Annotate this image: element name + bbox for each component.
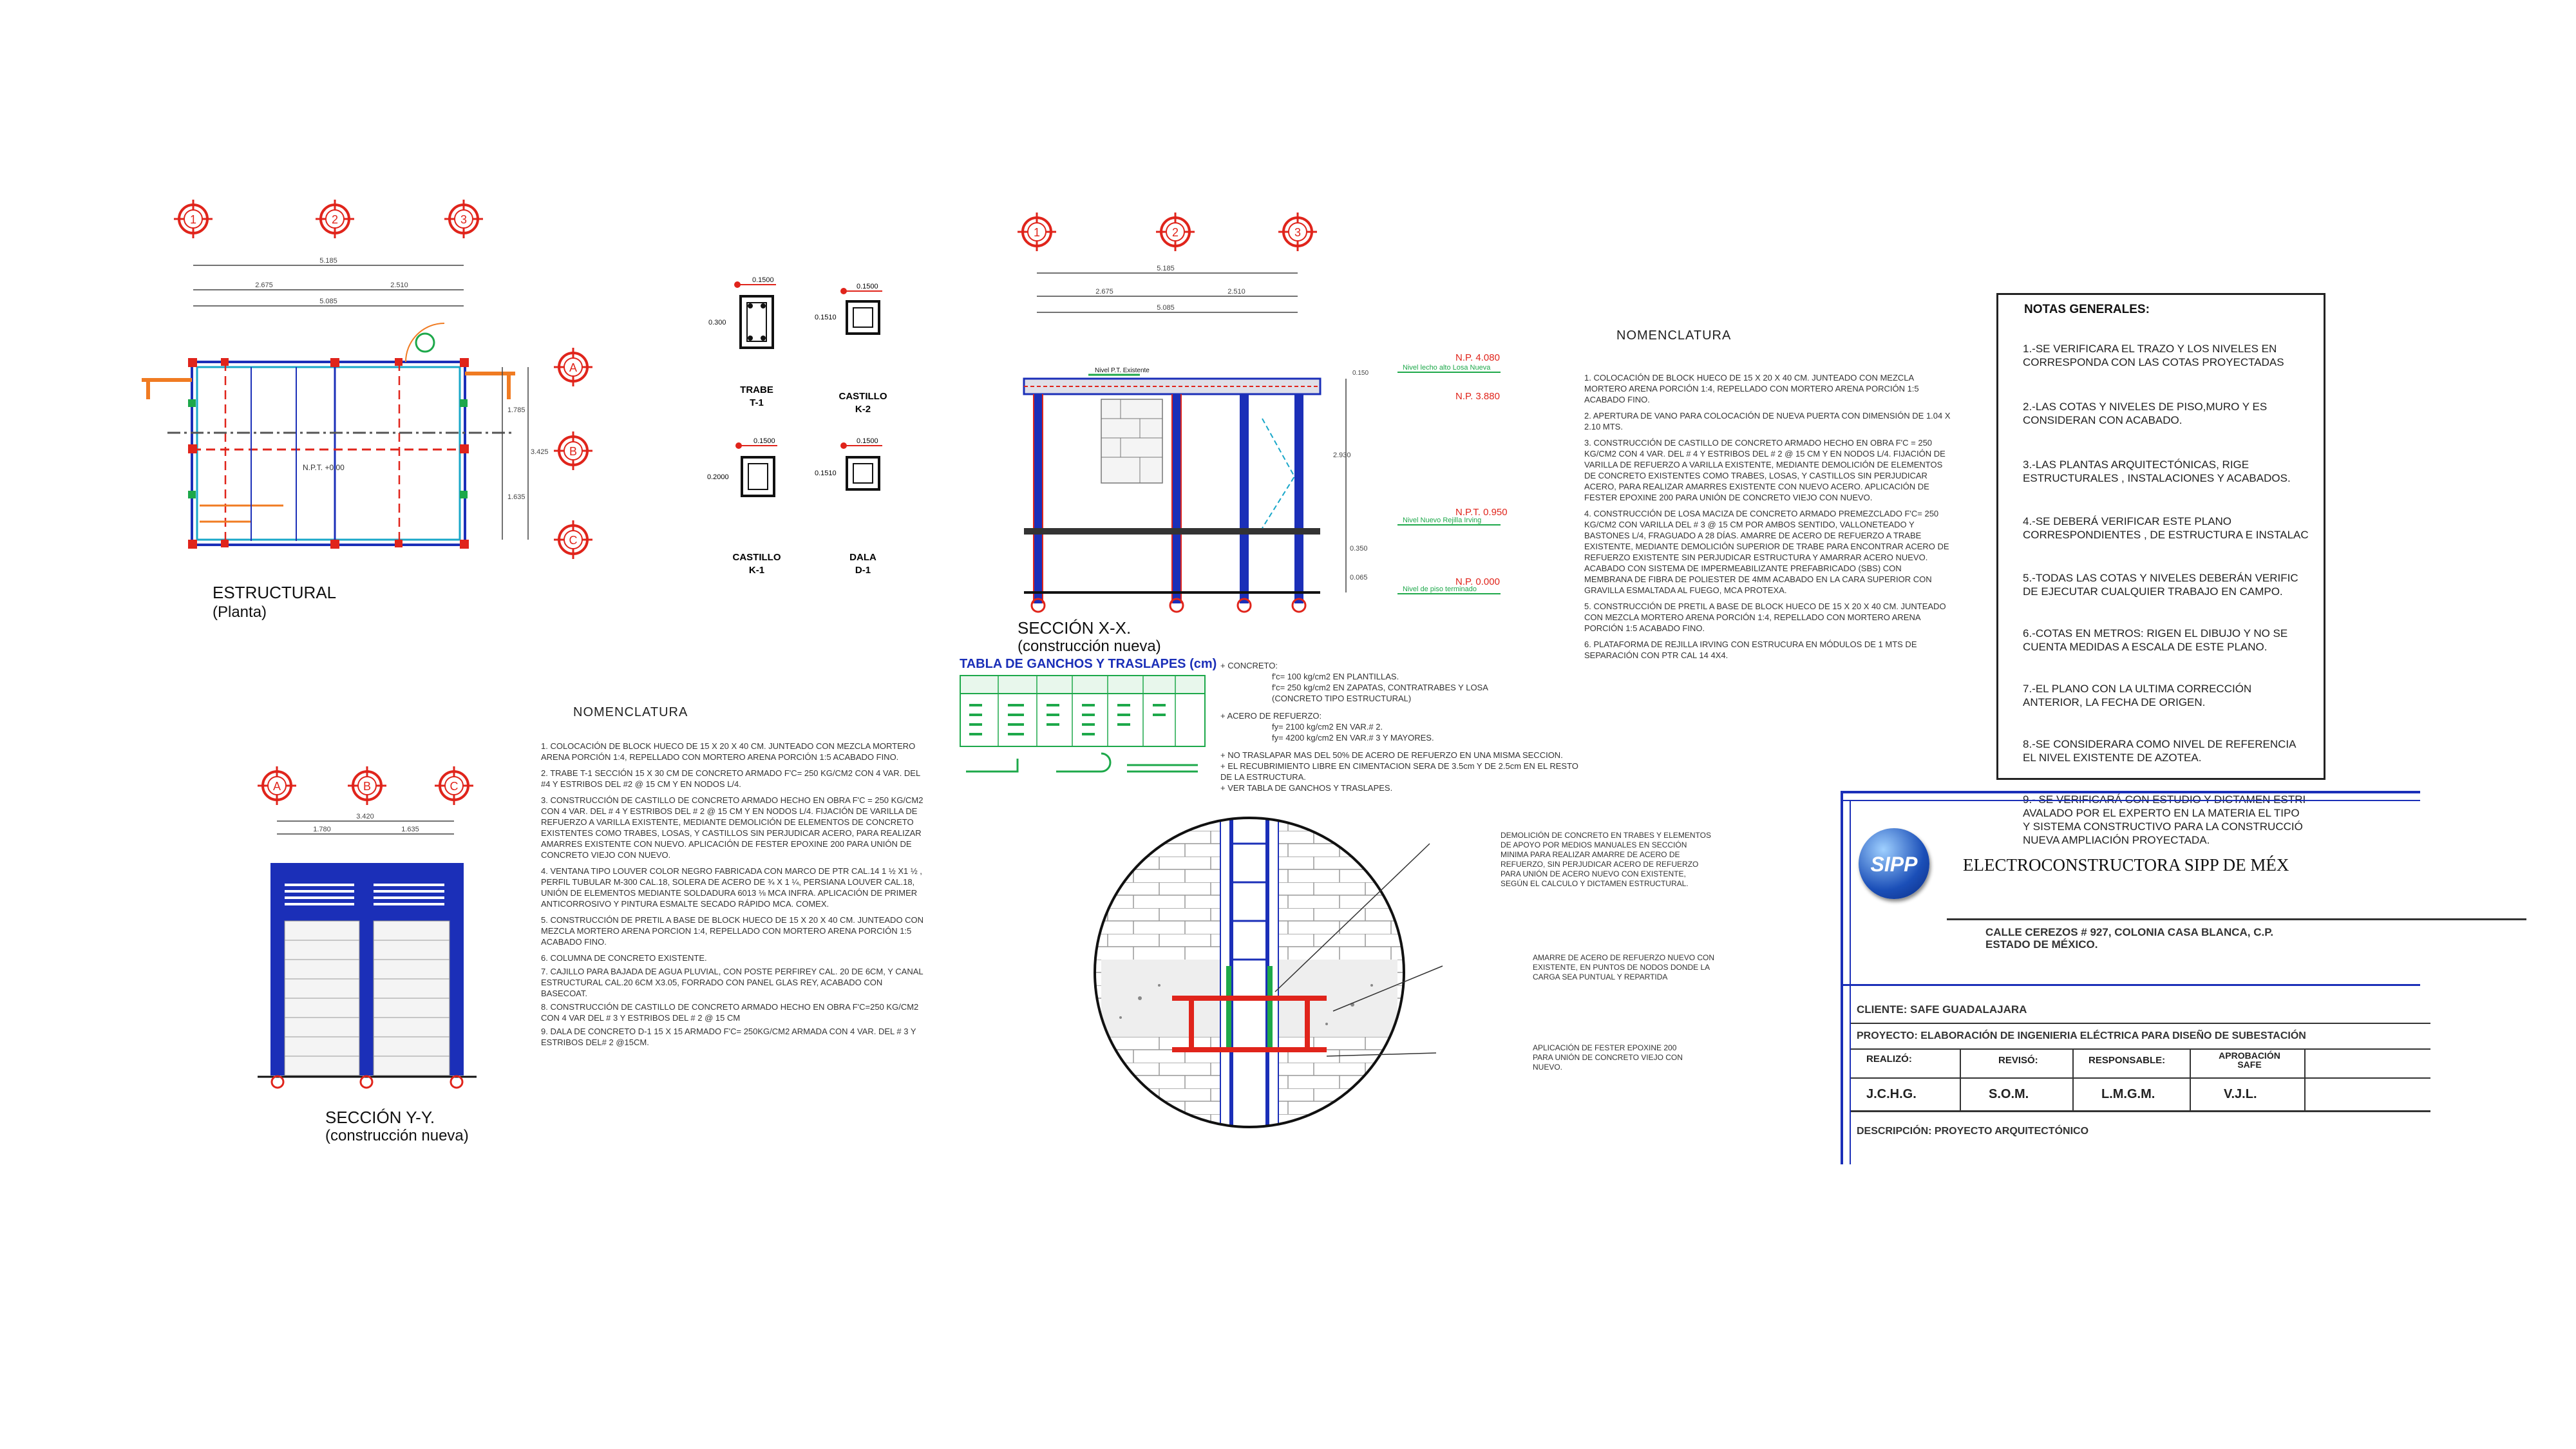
nomenclatura-right-item: 1. COLOCACIÓN DE BLOCK HUECO DE 15 X 20 X 40 CM. JUNTEADO CON MEZCLA MORTERO ARENA PORCIÓN 1:4, REPELLADO CON MORTERO ARENA PORCIÓN 1:5 ACABADO FINO. [1584,373,1919,404]
yy-column-mid [359,863,374,1075]
detail-dala-width: 0.1500 [857,437,878,445]
realizo-value: J.C.H.G. [1866,1087,1917,1101]
plan-columns [188,358,469,549]
ganchos-note: + NO TRASLAPAR MAS DEL 50% DE ACERO DE REFUERZO EN UNA MISMA SECCION. [1220,750,1563,760]
detail-trabe-width: 0.1500 [752,276,774,284]
nota-item: 6.-COTAS EN METROS: RIGEN EL DIBUJO Y NO SE CUENTA MEDIDAS A ESCALA DE ESTE PLANO. [2023,627,2288,653]
section-xx-title: SECCIÓN X-X. [1018,618,1132,638]
nomenclatura-right-list [1584,372,1951,661]
detail-k2-name: CASTILLO [838,391,887,402]
yy-axis-B-label: B [363,780,372,793]
section-yy-drawing [213,760,522,1108]
nomenclatura-right-item: 3. CONSTRUCCIÓN DE CASTILLO DE CONCRETO ARMADO HECHO EN OBRA F'C = 250 KG/CM2 CON 4 VAR. DEL # 4 Y ESTRIBOS DEL # 2 @ 15 CM Y EN NODOS L/4. FIJACIÓN DE VARILLA DE REFUERZO A VARILLA EXISTENTE, MEDIANTE DEMOLICIÓN DE ELEMENTOS DE CONCRETO EXISTENTES COMO TRABES, LOSAS, Y CASTILLOS SIN PERJUDICAR ACERO, PARA REALIZAR AMARRES EXISTENTE CON NUEVO ACERO. APLICACIÓN DE FESTER EPOXINE 200 PARA UNIÓN DE CONCRETO VIEJO CON NUEVO. [1584,438,1946,502]
nota-item: 5.-TODAS LAS COTAS Y NIVELES DEBERÁN VERIFIC DE EJECUTAR CUALQUIER TRABAJO EN CAMPO. [2023,572,2298,598]
responsable-value: L.M.G.M. [2101,1087,2155,1101]
nomenclatura-left-list [541,741,927,1048]
aprobacion-value: V.J.L. [2224,1087,2257,1101]
nomenclatura-left-heading: NOMENCLATURA [573,705,688,719]
xx-columns [1034,394,1303,603]
plan-side-dim-2: 3.425 [531,448,549,456]
xx-level-1-label: Nivel lecho alto Losa Nueva [1403,364,1491,372]
yy-axis-B [348,766,386,805]
nota-item: 7.-EL PLANO CON LA ULTIMA CORRECCIÓN ANTERIOR, LA FECHA DE ORIGEN. [2023,683,2252,708]
nomenclatura-left-item: 3. CONSTRUCCIÓN DE CASTILLO DE CONCRETO ARMADO HECHO EN OBRA F'C = 250 KG/CM2 CON 4 VAR. DEL # 4 Y ESTRIBOS DEL # 2 @ 15 CM Y EN NODOS L/4. FIJACIÓN DE VARILLA DE REFUERZO A VARILLA EXISTENTE, MEDIANTE DEMOLICIÓN DE ELEMENTOS DE CONCRETO EXISTENTES COMO TRABES, LOSAS, Y CASTILLOS SIN PERJUDICAR ACERO, PARA REALIZAR AMARRES EXISTENTE CON NUEVO. APLICACIÓN DE FESTER EPOXINE 200 PARA UNIÓN DE CONCRETO VIEJO CON NUEVO. [541,795,923,860]
plan-side-dim-1: 1.785 [507,406,526,414]
nota-item: AVALADO POR EL EXPERTO EN LA MATERIA EL TIPO Y SISTEMA CONSTRUCTIVO PARA LA CONSTRUCCIÓ NUEVA AMPLIACIÓN PROYECTADA. [2023,807,2303,846]
xx-inner-dim-1: 0.150 [1352,370,1369,377]
xx-npt-existente: Nivel P.T. Existente [1095,367,1150,374]
company-name: ELECTROCONSTRUCTORA SIPP DE MÉX [1963,855,2289,875]
xx-inner-dim-2: 2.930 [1333,451,1351,459]
nota-item: 4.-SE DEBERÁ VERIFICAR ESTE PLANO CORRESPONDIENTES , DE ESTRUCTURA E INSTALAC [2023,515,2309,541]
plan-axis-C [554,520,592,559]
xx-level-3-value: N.P.T. 0.950 [1455,507,1508,518]
detail-circle-note-2: AMARRE DE ACERO DE REFUERZO NUEVO CON EXISTENTE, EN PUNTOS DE NODOS DONDE LA CARGA SEA PUNTUAL Y REPARTIDA [1533,953,1715,981]
xx-dim-b: 2.510 [1227,288,1245,296]
detail-circle-note-3: APLICACIÓN DE FESTER EPOXINE 200 PARA UNIÓN DE CONCRETO VIEJO CON NUEVO. [1533,1043,1683,1072]
ganchos-note: (CONCRETO TIPO ESTRUCTURAL) [1272,694,1412,703]
ganchos-note: + ACERO DE REFUERZO: [1220,711,1322,721]
notas-generales-box [1996,293,2325,846]
ganchos-note: fy= 4200 kg/cm2 EN VAR.# 3 Y MAYORES. [1272,733,1434,743]
yy-dim-a: 1.780 [313,826,331,833]
ganchos-note: f'c= 250 kg/cm2 EN ZAPATAS, CONTRATRABES Y LOSA [1272,683,1488,692]
xx-dim-total: 5.185 [1157,265,1175,272]
section-yy-subtitle: (construcción nueva) [325,1127,469,1144]
table-ganchos-notes [1220,660,1581,793]
xx-level-1 [1397,352,1501,372]
detail-trabe-height: 0.300 [708,319,726,327]
xx-inner-dim-3: 0.350 [1350,545,1368,553]
plan-npt-label: N.P.T. +0.00 [303,463,345,472]
plan-axis-A [554,348,592,386]
xx-axis-2-label: 2 [1171,226,1179,239]
xx-level-2 [1455,391,1500,402]
nomenclatura-right-heading: NOMENCLATURA [1616,328,1732,343]
plan-axis-A-label: A [569,361,578,374]
ganchos-note: + EL RECUBRIMIENTO LIBRE EN CIMENTACION SERA DE 3.5cm Y DE 2.5cm EN EL RESTO DE LA ESTRUCTURA. [1220,761,1578,782]
xx-block-wall [1101,399,1162,483]
nomenclatura-left-item: 4. VENTANA TIPO LOUVER COLOR NEGRO FABRICADA CON MARCO DE PTR CAL.14 1 ½ X1 ½ , PERFIL TUBULAR M-300 CAL.18, SOLERA DE ACERO DE ¾ X 1 ¼, PERSIANA LOUVER CAL.18, UNIÓN DE ELEMENTOS MEDIANTE SOLDADURA 6013 ⅛ MCA INFRA. APLICACIÓN DE PRIMER ANTICORROSIVO Y PINTURA ESMALTE SECADO RÁPIDO MCA. COMEX. [541,866,922,909]
nomenclatura-left-item: 6. COLUMNA DE CONCRETO EXISTENTE. [541,953,707,963]
xx-level-4-value: N.P. 0.000 [1455,576,1500,587]
yy-axis-A [258,766,296,805]
detail-k2-code: K-2 [855,404,871,415]
xx-axis-3-label: 3 [1294,226,1302,239]
plan-axis-1 [174,200,213,238]
plan-axis-B [554,431,592,470]
xx-inner-dim-4: 0.065 [1350,574,1368,582]
plan-dim-total: 5.185 [319,257,337,265]
proyecto-label: PROYECTO: ELABORACIÓN DE INGENIERIA ELÉCTRICA PARA DISEÑO DE SUBESTACIÓN [1857,1030,2306,1041]
section-xx-subtitle: (construcción nueva) [1018,638,1161,655]
notas-heading: NOTAS GENERALES: [2024,303,2150,316]
plan-axis-B-label: B [569,445,578,458]
detail-trabe-name: TRABE [740,384,773,395]
detail-circle-drawing [1082,805,1533,1140]
nota-item: 2.-LAS COTAS Y NIVELES DE PISO,MURO Y ES CONSIDERAN CON ACABADO. [2023,401,2268,426]
section-details [670,270,940,580]
nomenclatura-right-item: 2. APERTURA DE VANO PARA COLOCACIÓN DE NUEVA PUERTA CON DIMENSIÓN DE 1.04 X 2.10 MTS. [1584,411,1951,431]
xx-level-3 [1397,507,1508,525]
reviso-label: REVISÓ: [1998,1055,2038,1066]
nota-item: 1.-SE VERIFICARA EL TRAZO Y LOS NIVELES EN CORRESPONDA CON LAS COTAS PROYECTADAS [2023,343,2284,368]
plan-axis-3-label: 3 [460,213,468,226]
yy-column-right [450,863,464,1075]
detail-k1-code: K-1 [748,565,765,576]
descripcion-label: DESCRIPCIÓN: PROYECTO ARQUITECTÓNICO [1857,1126,2089,1137]
ganchos-note: fy= 2100 kg/cm2 EN VAR.# 2. [1272,722,1383,732]
sipp-logo-text: SIPP [1870,853,1918,876]
nomenclatura-left-item: 2. TRABE T-1 SECCIÓN 15 X 30 CM DE CONCRETO ARMADO F'C= 250 KG/CM2 CON 4 VAR. DEL #4 Y ESTRIBOS DEL #2 @ 15 CM Y EN NODOS L/4. [541,768,920,789]
plan-title: ESTRUCTURAL [213,583,337,602]
plan-dim-b: 2.510 [390,281,408,289]
plan-axis-C-label: C [569,534,578,547]
detail-castillo-k2 [815,283,887,415]
detail-dala-height: 0.1510 [815,469,837,477]
nomenclatura-left-item: 5. CONSTRUCCIÓN DE PRETIL A BASE DE BLOCK HUECO DE 15 X 20 X 40 CM. JUNTEADO CON MEZCLA MORTERO ARENA PORCION 1:4, REPELLADO CON MORTERO ARENA PORCIÓN 1:5 ACABADO FINO. [541,915,924,947]
xx-level-3-label: Nivel Nuevo Rejilla Irving [1403,516,1482,524]
xx-axis-1-label: 1 [1033,226,1041,239]
detail-k1-height: 0.2000 [707,473,729,481]
table-ganchos [960,675,1217,784]
detail-k2-height: 0.1510 [815,314,837,321]
notas-list [2023,330,2409,858]
detail-k1-width: 0.1500 [753,437,775,445]
section-yy-title: SECCIÓN Y-Y. [325,1108,435,1127]
nota-item: 8.-SE CONSIDERARA COMO NIVEL DE REFERENCIA EL NIVEL EXISTENTE DE AZOTEA. [2023,738,2297,764]
yy-axis-A-label: A [272,780,281,793]
table-ganchos-title: TABLA DE GANCHOS Y TRASLAPES (cm) [960,657,1217,671]
nomenclatura-right-item: 5. CONSTRUCCIÓN DE PRETIL A BASE DE BLOCK HUECO DE 15 X 20 X 40 CM. JUNTEADO CON MEZCLA MORTERO ARENA PORCIÓN 1:4, REPELLADO CON MORTERO ARENA PORCIÓN 1:5 ACABADO FINO. [1584,601,1946,633]
detail-castillo-k1 [707,437,781,576]
yy-dim-b: 1.635 [401,826,419,833]
nomenclatura-left-item: 1. COLOCACIÓN DE BLOCK HUECO DE 15 X 20 X 40 CM. JUNTEADO CON MEZCLA MORTERO ARENA PORCIÓN 1:4, REPELLADO CON MORTERO ARENA PORCIÓN 1:5 ACABADO FINO. [541,741,916,762]
nota-item: 3.-LAS PLANTAS ARQUITECTÓNICAS, RIGE ESTRUCTURALES , INSTALACIONES Y ACABADOS. [2023,459,2291,484]
responsable-label: RESPONSABLE: [2088,1055,2166,1066]
plan-dim-c: 5.085 [319,298,337,305]
plan-axis-2 [316,200,354,238]
aprobacion-label: APROBACIÓN SAFE [2219,1050,2280,1070]
plan-axis-2-label: 2 [331,213,339,226]
ganchos-note: + CONCRETO: [1220,661,1278,670]
plan-dim-a: 2.675 [255,281,273,289]
yy-axis-C-label: C [450,780,459,793]
xx-grating [1024,528,1320,535]
nomenclatura-right-item: 4. CONSTRUCCIÓN DE LOSA MACIZA DE CONCRETO ARMADO PREMEZCLADO F'C= 250 KG/CM2 CON VARILLA DEL # 3 @ 15 CM POR AMBOS SENTIDO, VALLONETEADO Y BASTONES L/4, FRAGUADO A 28 DÍAS. AMARRE DE ACERO DE REFUERZO A TRABE EXISTENTE, MEDIANTE DEMOLICIÓN SUPERIOR DE TRABE PARA ENCONTRAR ACERO DE REFUERZO EXISTENTE SIN PERJUDICAR ESTRUCTURA Y AMARRAR ACERO NUEVO. ACABADO CON SISTEMA DE IMPERMEABILIZANTE PREFABRICADO (SBS) CON MEMBRANA DE FIBRA DE POLIESTER DE 4MM ACABADO EN LA CARA SUPERIOR CON GRAVILLA ESMALTADA AL FUEGO, MCA PROTEXA. [1584,509,1949,595]
plan-drawing [129,193,631,580]
plan-axis-3 [444,200,483,238]
xx-dim-a: 2.675 [1095,288,1113,296]
sipp-logo-icon [1859,828,1929,899]
detail-dala [815,437,882,576]
xx-axis-1 [1018,213,1056,251]
reviso-value: S.O.M. [1989,1087,2029,1101]
plan-axis-1-label: 1 [189,213,197,226]
detail-k2-width: 0.1500 [857,283,878,290]
xx-axis-2 [1156,213,1195,251]
nomenclatura-right-item: 6. PLATAFORMA DE REJILLA IRVING CON ESTRUCURA EN MÓDULOS DE 1 MTS DE SEPARACIÓN CON PTR CAL 14 4X4. [1584,639,1917,660]
xx-axis-3 [1278,213,1317,251]
nomenclatura-left-item: 7. CAJILLO PARA BAJADA DE AGUA PLUVIAL, CON POSTE PERFIREY CAL. 20 DE 6CM, Y CANAL ESTRUCTURAL CAL.20 6CM X3.05, FORRADO CON PANEL GLAS REY, ACABADO CON BASECOAT. [541,967,923,998]
nomenclatura-left-item: 9. DALA DE CONCRETO D-1 15 X 15 ARMADO F'C= 250KG/CM2 ARMADA CON 4 VAR. DEL # 3 Y ESTRIBOS DEL# 2 @15CM. [541,1027,916,1047]
detail-k1-name: CASTILLO [732,552,781,563]
title-block [1841,791,2327,1164]
company-address: CALLE CEREZOS # 927, COLONIA CASA BLANCA, C.P. ESTADO DE MÉXICO. [1985,926,2274,951]
yy-column-left [270,863,285,1075]
ganchos-note: + VER TABLA DE GANCHOS Y TRASLAPES. [1220,783,1393,793]
cliente-label: CLIENTE: SAFE GUADALAJARA [1857,1003,2027,1016]
xx-level-1-value: N.P. 4.080 [1455,352,1500,363]
detail-dala-code: D-1 [855,565,871,576]
plan-side-dim-3: 1.635 [507,493,526,501]
plan-subtitle: (Planta) [213,603,267,621]
section-xx-drawing [947,206,1565,618]
yy-axis-C [435,766,473,805]
plan-outline [192,362,465,545]
xx-dim-c: 5.085 [1157,304,1175,312]
detail-trabe [708,276,776,408]
detail-circle-note-1: DEMOLICIÓN DE CONCRETO EN TRABES Y ELEMENTOS DE APOYO POR MEDIOS MANUALES EN SECCIÓN MINIMA PARA REALIZAR AMARRE DE ACERO DE REFUERZO, SIN PERJUDICAR ACERO DE REFUERZO PARA UNIÓN DE ACERO NUEVO CON EXISTENTE, SEGÚN EL CALCULO Y DICTAMEN ESTRUCTURAL. [1501,831,1711,888]
detail-dala-name: DALA [849,552,876,563]
detail-trabe-code: T-1 [750,397,764,408]
xx-level-4-label: Nivel de piso terminado [1403,585,1477,593]
yy-dim-total: 3.420 [356,813,374,820]
nomenclatura-left-item: 8. CONSTRUCCIÓN DE CASTILLO DE CONCRETO ARMADO HECHO EN OBRA F'C=250 KG/CM2 CON 4 VAR DEL # 3 Y ESTRIBOS DEL # 2 @ 15 CM [541,1002,919,1023]
ganchos-note: f'c= 100 kg/cm2 EN PLANTILLAS. [1272,672,1399,681]
xx-level-4 [1397,576,1501,594]
realizo-label: REALIZÓ: [1866,1054,1912,1065]
xx-level-2-value: N.P. 3.880 [1455,391,1500,402]
